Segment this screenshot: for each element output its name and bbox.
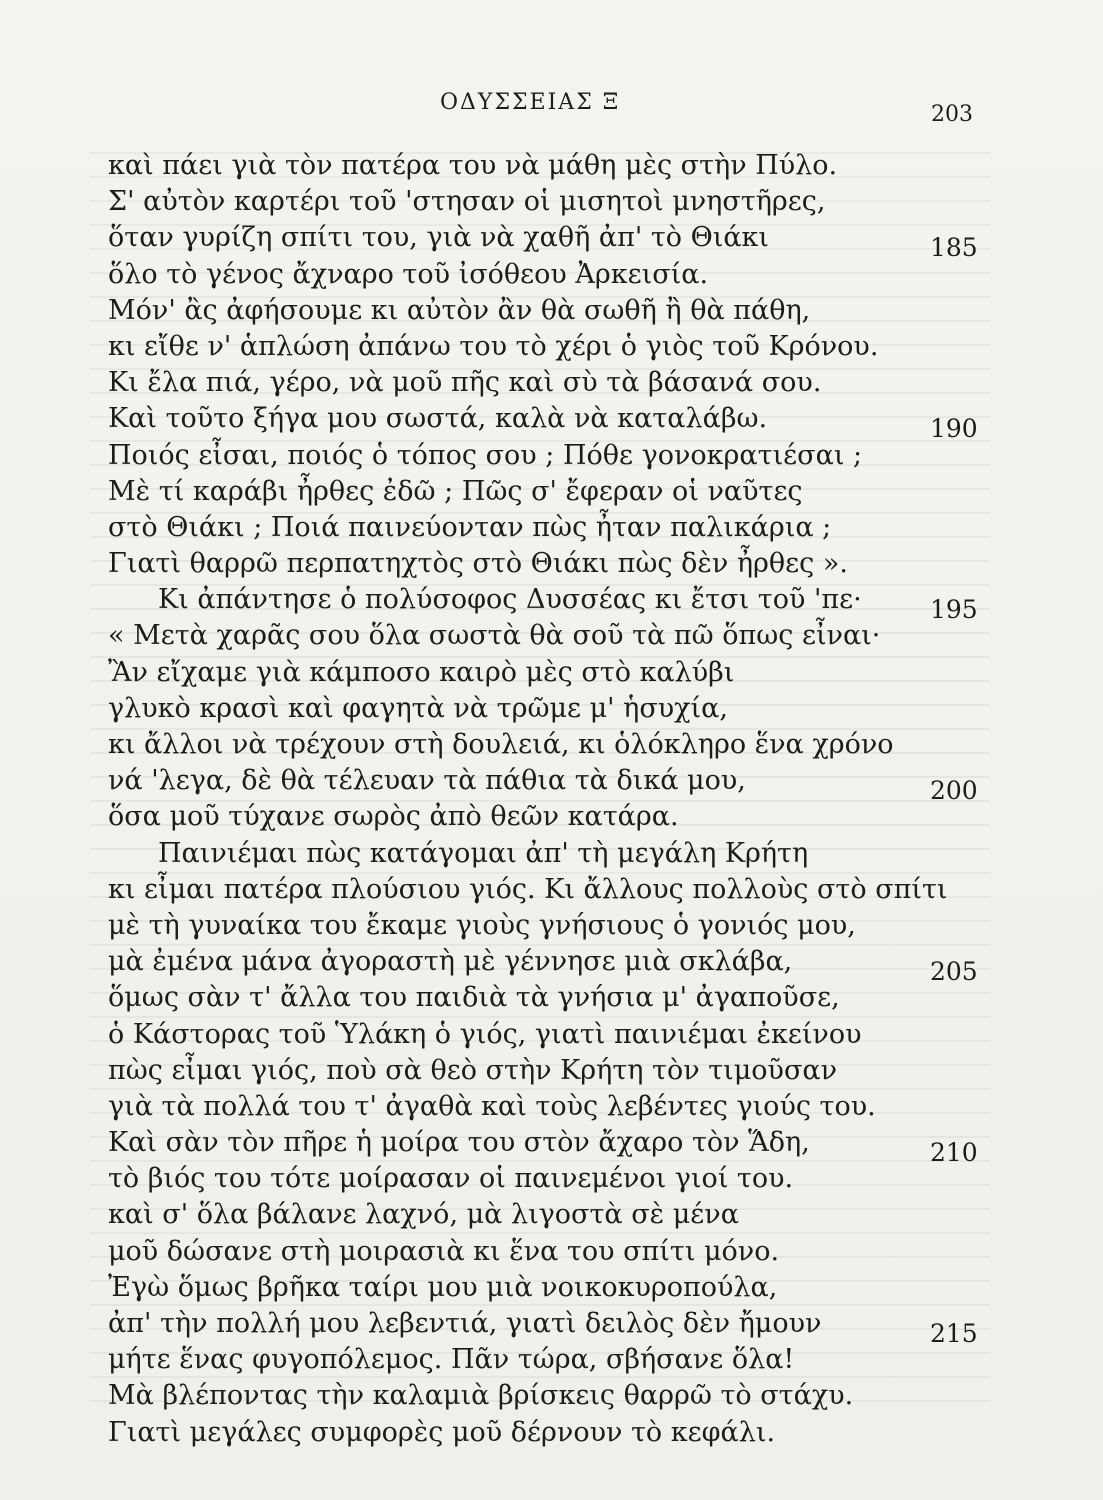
verse-line — [108, 1053, 968, 1089]
verse-line-text: τὸ βιός του τότε μοίρασαν οἱ παινεμένοι γιοί του. — [108, 1163, 794, 1195]
verse-line — [108, 727, 968, 763]
verse-line-text: ὅσα μοῦ τύχανε σωρὸς ἀπὸ θεῶν κατάρα. — [108, 801, 679, 833]
verse-line — [108, 148, 968, 184]
verse-line-text: ἀπ' τὴν πολλή μου λεβεντιά, γιατὶ δειλὸς δὲν ἤμουν — [108, 1308, 822, 1339]
verse-line — [108, 618, 968, 654]
verse-line — [108, 1306, 978, 1348]
verse-line-text: Καὶ τοῦτο ξήγα μου σωστά, καλὰ νὰ καταλάβω. — [108, 403, 768, 435]
line-number: 210 — [930, 1138, 978, 1168]
verse-line-text: νά 'λεγα, δὲ θὰ τέλευαν τὰ πάθια τὰ δικά μου, — [108, 765, 746, 797]
running-title: ΟΔΥΣΣΕΙΑΣ Ξ — [440, 90, 621, 115]
verse-line — [108, 1197, 968, 1233]
verse-line — [108, 510, 968, 546]
verse-line-text: Παινιέμαι πὼς κατάγομαι ἀπ' τὴ μεγάλη Κρήτη — [158, 837, 809, 869]
verse-line — [108, 1161, 968, 1197]
verse-line — [108, 655, 968, 691]
verse-line — [108, 1017, 968, 1053]
verse-line-text: « Μετὰ χαρᾶς σου ὅλα σωστὰ θὰ σοῦ τὰ πῶ ὅπως εἶναι· — [108, 620, 881, 652]
line-number: 185 — [930, 233, 978, 263]
verse-line-text: ὅταν γυρίζη σπίτι του, γιὰ νὰ χαθῆ ἀπ' τὸ Θιάκι — [108, 222, 770, 254]
verse-line-text: κι εἴθε ν' ἁπλώση ἀπάνω του τὸ χέρι ὁ γιὸς τοῦ Κρόνου. — [108, 330, 879, 362]
verse-line — [108, 546, 968, 582]
verse-line-text: Κι ἀπάντησε ὁ πολύσοφος Δυσσέας κι ἔτσι τοῦ 'πε· — [158, 584, 862, 616]
verse-line — [108, 1234, 968, 1270]
verse-line-text: μήτε ἕνας φυγοπόλεμος. Πᾶν τώρα, σβήσανε ὅλα! — [108, 1344, 795, 1376]
verse-line-text: κι εἶμαι πατέρα πλούσιου γιός. Κι ἄλλους πολλοὺς στὸ σπίτι — [108, 873, 948, 905]
verse-line — [108, 474, 968, 510]
page-number: 203 — [931, 102, 973, 127]
verse-line — [108, 329, 968, 365]
verse-line-text: Ἂν εἴχαμε γιὰ κάμποσο καιρὸ μὲς στὸ καλύβι — [108, 656, 735, 688]
verse-line — [108, 401, 978, 444]
verse-line-text: μὲ τὴ γυναίκα του ἔκαμε γιοὺς γνήσιους ὁ γονιός μου, — [108, 909, 856, 941]
verse-line-text: ὅλο τὸ γένος ἄχναρο τοῦ ἰσόθεου Ἀρκεισία. — [108, 258, 709, 290]
verse-line-text: γλυκὸ κρασὶ καὶ φαγητὰ νὰ τρῶμε μ' ἡσυχία, — [108, 692, 728, 724]
verse-line — [108, 799, 968, 835]
verse-line-text: Σ' αὐτὸν καρτέρι τοῦ 'στησαν οἱ μισητοὶ μνηστῆρες, — [108, 186, 826, 218]
verse-line — [108, 1270, 968, 1306]
line-number: 190 — [930, 414, 978, 444]
verse-line — [108, 184, 968, 220]
verse-block — [108, 148, 978, 1451]
verse-line — [108, 691, 968, 727]
verse-line — [108, 438, 968, 474]
verse-line-text: Μὰ βλέποντας τὴν καλαμιὰ βρίσκεις θαρρῶ τὸ στάχυ. — [108, 1380, 854, 1412]
line-number: 200 — [930, 776, 978, 806]
verse-line — [108, 908, 968, 944]
verse-line — [108, 365, 968, 401]
verse-line — [108, 220, 978, 263]
verse-line — [108, 293, 968, 329]
verse-line-text: Γιατὶ θαρρῶ περπατηχτὸς στὸ Θιάκι πὼς δὲν ἦρθες ». — [108, 548, 848, 580]
verse-line — [108, 836, 968, 872]
verse-line — [108, 872, 968, 908]
verse-line-text: Γιατὶ μεγάλες συμφορὲς μοῦ δέρνουν τὸ κεφάλι. — [108, 1416, 776, 1448]
verse-line — [108, 1415, 968, 1451]
line-number: 205 — [930, 957, 978, 987]
verse-line — [108, 582, 978, 625]
verse-line — [108, 257, 968, 293]
verse-line — [108, 763, 978, 806]
verse-line-text: γιὰ τὰ πολλά του τ' ἀγαθὰ καὶ τοὺς λεβέντες γιούς του. — [108, 1090, 876, 1122]
verse-line-text: στὸ Θιάκι ; Ποιά παινεύονταν πὼς ἦταν παλικάρια ; — [108, 511, 832, 543]
verse-line-text: καὶ πάει γιὰ τὸν πατέρα του νὰ μάθη μὲς στὴν Πύλο. — [108, 150, 838, 181]
page-header — [0, 88, 1103, 128]
verse-line-text: μὰ ἐμένα μάνα ἀγοραστὴ μὲ γέννησε μιὰ σκλάβα, — [108, 946, 793, 978]
verse-line-text: καὶ σ' ὅλα βάλανε λαχνό, μὰ λιγοστὰ σὲ μένα — [108, 1199, 739, 1231]
verse-line-text: ὁ Κάστορας τοῦ Ὑλάκη ὁ γιός, γιατὶ παινιέμαι ἐκείνου — [108, 1018, 862, 1050]
verse-line-text: Ποιός εἶσαι, ποιός ὁ τόπος σου ; Πόθε γονοκρατιέσαι ; — [108, 439, 863, 471]
verse-line — [108, 944, 978, 987]
verse-line — [108, 980, 968, 1016]
verse-line-text: Κι ἔλα πιά, γέρο, νὰ μοῦ πῆς καὶ σὺ τὰ βάσανά σου. — [108, 367, 822, 399]
verse-line-text: Μὲ τί καράβι ἦρθες ἐδῶ ; Πῶς σ' ἔφεραν οἱ ναῦτες — [108, 475, 803, 507]
verse-line-text: κι ἄλλοι νὰ τρέχουν στὴ δουλειά, κι ὁλόκληρο ἕνα χρόνο — [108, 729, 894, 760]
line-number: 215 — [930, 1319, 978, 1348]
verse-line-text: Ἐγὼ ὅμως βρῆκα ταίρι μου μιὰ νοικοκυροπούλα, — [108, 1271, 778, 1303]
line-number: 195 — [930, 595, 978, 625]
verse-line-text: ὅμως σὰν τ' ἄλλα του παιδιὰ τὰ γνήσια μ' ἀγαποῦσε, — [108, 982, 840, 1014]
verse-line-text: Μόν' ἂς ἀφήσουμε κι αὐτὸν ἂν θὰ σωθῆ ἢ θὰ πάθη, — [108, 294, 811, 326]
verse-line — [108, 1378, 968, 1414]
verse-line — [108, 1342, 968, 1378]
verse-line — [108, 1089, 968, 1125]
verse-line — [108, 1125, 978, 1168]
verse-line-text: Καὶ σὰν τὸν πῆρε ἡ μοίρα του στὸν ἄχαρο τὸν Ἅδη, — [108, 1127, 810, 1159]
verse-line-text: πὼς εἶμαι γιός, ποὺ σὰ θεὸ στὴν Κρήτη τὸν τιμοῦσαν — [108, 1054, 838, 1086]
verse-line-text: μοῦ δώσανε στὴ μοιρασιὰ κι ἕνα του σπίτι μόνο. — [108, 1235, 780, 1267]
